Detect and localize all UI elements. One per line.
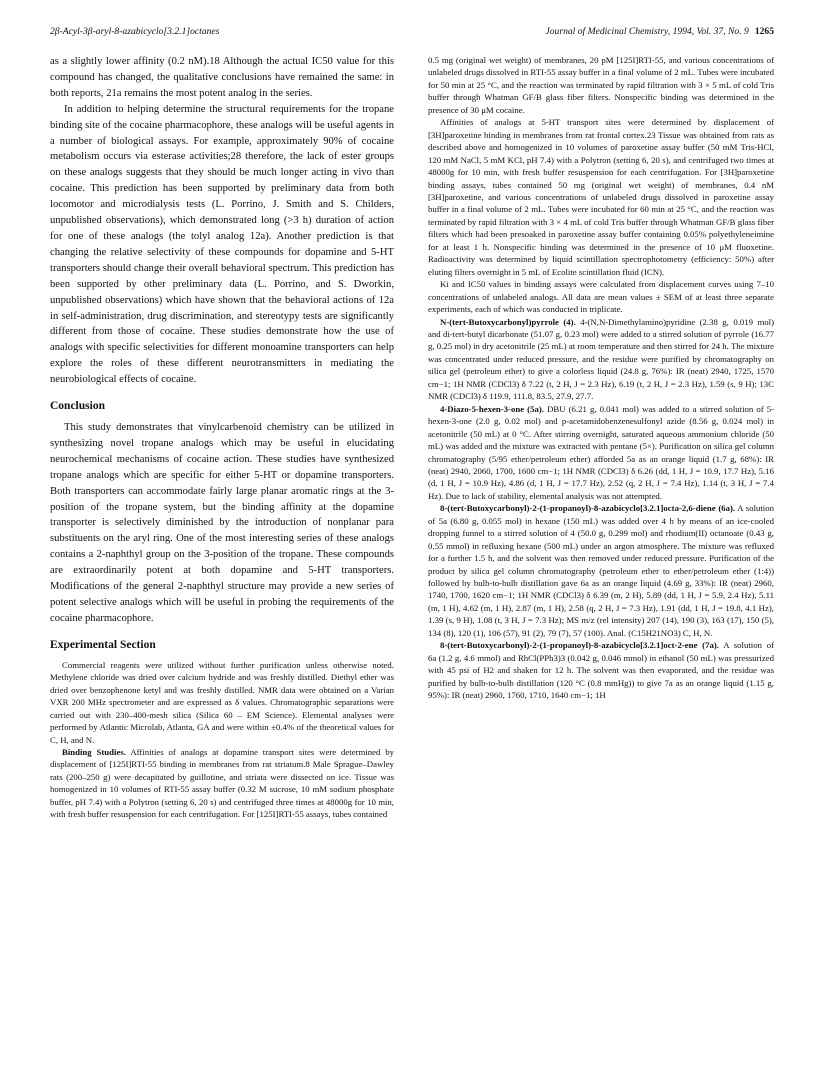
compound-6a-lead: 8-(tert-Butoxycarbonyl)-2-(1-propanoyl)-8-azabicyclo[3.2.1]octa-2,6-diene (6a). xyxy=(440,503,736,514)
conclusion-paragraph: This study demonstrates that vinylcarbenoid chemistry can be utilized in synthesizing novel tropane analogs which may be useful in elucidating neurochemical mechanisms of cocaine action. These studies have synthesized tropane analogs which are specific for either 5-HT or dopamine transporters. Both transporters can accommodate fairly large planar aromatic rings at the 3-position of the tropane system, but the binding affinity at the dopamine transporter is selectively diminished by the introduction of nonplanar para substituents on the aryl ring. One of the most interesting series of these analogs contains a 2-naphthyl group on the 3-position of the tropane. These compounds are extraordinarily potent at both dopamine and 5-HT transporters. Modifications of the general 2-naphthyl structure may provide a new series of potent selective analogs which will be useful in probing the requirements of the cocaine pharmacophore. xyxy=(50,422,394,624)
compound-5a-lead: 4-Diazo-5-hexen-3-one (5a). xyxy=(440,403,544,414)
assay-paragraph-3: Ki and IC50 values in binding assays were calculated from displacement curves using 7–10 concentrations of unlabeled analogs. All data are mean values ± SEM of at least three separate experiments, each of which was conducted in triplicate. xyxy=(428,279,774,315)
experimental-paragraph: Commercial reagents were utilized without further purification unless otherwise noted. Methylene chloride was dried over calcium hydride and was freshly distilled. Diethyl ether was dried over benzophenone ketyl and was freshly distilled. NMR data were obtained on a Varian VXR 200 MHz spectrometer and are expressed as δ values. Chromatographic separations were carried out with 230–400-mesh silica (Silica 60 – EM Science). Elemental analyses were performed by Atlantic Microlab, Atlanta, GA and were within ±0.4% of the theoretical values for C, H, and N. xyxy=(50,659,394,745)
compound-4-lead: N-(tert-Butoxycarbonyl)pyrrole (4). xyxy=(440,316,576,327)
binding-paragraph xyxy=(50,746,394,821)
compound-7a-lead: 8-(tert-Butoxycarbonyl)-2-(1-propanoyl)-8-azabicyclo[3.2.1]oct-2-ene (7a). xyxy=(440,640,719,651)
binding-text: Affinities of analogs at dopamine transport sites were determined by displacement of [125I]RTI-55 binding in membranes from rat striatum.8 Male Sprague–Dawley rats (200–250 g) were decapitated by guillotine, and striata were dissected on ice. Tissue was homogenized in 10 volumes of RTI-55 assay buffer (0.32 M sucrose, 10 mM sodium phosphate buffer, pH 7.4) with a Polytron (setting 6, 20 s) and centrifuged three times at 48000g for 10 min, with fresh buffer resuspension for each centrifugation. For [125I]RTI-55 assays, tubes contained xyxy=(50,746,394,820)
compound-7a-text: A solution of 6a (1.2 g, 4.6 mmol) and RhCl(PPh3)3 (0.042 g, 0.046 mmol) in ethanol (50 mL) was pressurized with 45 psi of H2 and shaken for 12 h. The solvent was then evaporated, and the residue was purified by bulb-to-bulb distillation (120 °C (0.8 mmHg)) to give 7a as an orange liquid (1.15 g, 95%): IR (neat) 2960, 1760, 1710, 1640 cm−1; 1H xyxy=(428,640,774,701)
experimental-heading: Experimental Section xyxy=(50,638,156,651)
compound-5a-text: DBU (6.21 g, 0.041 mol) was added to a stirred solution of 5-hexen-3-one (2.0 g, 0.02 mol) and p-acetamidobenzenesulfonyl azide (8.56 g, 0.024 mol) in acetonitrile (50 mL) at 0 °C. After stirring overnight, saturated aqueous ammonium chloride (50 mL) was added and the mixture was extracted with pentane (5×). Purification on silica gel column chromatography (5/95 ether/petroleum ether) afforded 5a as an orange liquid (1.7 g, 68%): IR (neat) 2940, 2060, 1700, 1600 cm−1; 1H NMR (CDCl3) δ 6.26 (dd, 1 H, J = 10.9, 17.7 Hz), 5.16 (d, 1 H, J = 10.9 Hz), 4.86 (d, 1 H, J = 17.7 Hz), 2.52 (q, 2 H, J = 7.4 Hz), 1.14 (t, 3 H, J = 7.4 Hz). Due to lack of stability, elemental analysis was not attempted. xyxy=(428,403,774,501)
page-number: 1265 xyxy=(754,26,774,37)
journal-citation xyxy=(545,26,774,37)
compound-4-text: 4-(N,N-Dimethylamino)pyridine (2.38 g, 0.019 mol) and di-tert-butyl dicarbonate (51.07 g, 0.23 mol) were added to a stirred solution of pyrrole (16.77 g, 0.25 mol) in dry acetonitrile (25 mL) at room temperature and then stirred for 24 h. The mixture was concentrated under reduced pressure, and the residue were purified by chromatography on silica gel (petroleum ether) to give a colorless liquid (24.8 g, 76%): IR (neat) 2940, 1725, 1570 cm−1; 1H NMR (CDCl3) δ 7.22 (t, 2 H, J = 2.3 Hz), 6.19 (t, 2 H, J = 2.3 Hz), 1.59 (s, 9 H); 13C NMR (CDCl3) δ 119.9, 111.8, 83.5, 27.9, 27.7. xyxy=(428,316,774,402)
running-header xyxy=(50,26,774,40)
intro-paragraph-2: In addition to helping determine the structural requirements for the tropane binding site of the cocaine pharmacophore, these analogs will be useful agents in a number of biological assays. For example, approximately 90% of cocaine metabolism occurs via esterase activities;28 therefore, the lack of ester groups on these analogs suggests that they should be much longer acting in vivo than cocaine. This prediction has been supported by preliminary data from both locomotor and microdialysis tests (L. Porrino, J. Smith and S. Childers, unpublished observations), which demonstrated long (>3 h) duration of action for one of these analogs (the tolyl analog 12a). Another prediction is that changing the relative selectivity of these compounds for dopamine and 5-HT transporters should change their overall behavioral spectrum. This prediction has been supported by other preliminary data (L. Porrino, and S. Dworkin, unpublished observations) which have shown that the behavioral actions of 12a in self-administration, drug discrimination, and stereotypy tests are significantly different from those of cocaine. These studies demonstrate how the use of analogs with specific selectivities for different monoamine transporters can help explore the roles of these different neurotransmitters in mediating the neurobiological effects of cocaine. xyxy=(50,103,394,386)
left-column xyxy=(50,54,394,1054)
journal-name: Journal of Medicinal Chemistry, 1994, Vol. 37, No. 9 xyxy=(545,26,749,37)
assay-paragraph-2: Affinities of analogs at 5-HT transport sites were determined by displacement of [3H]paroxetine binding in membranes from rat frontal cortex.23 Tissue was obtained from rats as described above and homogenized in 10 volumes of paroxetine assay buffer (50 mM Tris-HCl, 120 mM NaCl, 5 mM KCl, pH 7.4) with a Polytron (setting 6, 20 s), and centrifuged two times at 48000g for 10 min, with fresh buffer resuspension for each centrifugation. For [3H]paroxetine binding assays, tubes contained 50 mg (original wet weight) of membranes, 0.4 nM [3H]paroxetine, and various concentrations of unlabeled drugs dissolved in paroxetine assay buffer in a final volume of 2 mL. Tubes were incubated for 60 min at 25 °C, and the reaction was terminated by rapid filtration with 3 × 4 mL of cold Tris buffer through Whatman GF/B glass fiber filters which had been presoaked in paroxetine assay buffer containing 0.05% polyethyleneimine for at least 1 h. Nonspecific binding was determined in the presence of 10 μM fluoxetine. Radioactivity was determined by liquid scintillation spectrophotometry (efficiency: 50%) after eluting filters overnight in 5 mL of Ecolite scintillation fluid (ICN). xyxy=(428,117,774,277)
conclusion-heading: Conclusion xyxy=(50,400,105,413)
right-column xyxy=(428,54,774,1054)
synthesis-paragraph-7a xyxy=(428,639,774,701)
binding-lead: Binding Studies. xyxy=(62,746,126,757)
synthesis-paragraph-6a xyxy=(428,502,774,639)
assay-paragraph-1: 0.5 mg (original wet weight) of membranes, 20 pM [125I]RTI-55, and various concentrations of unlabeled drugs dissolved in RTI-55 assay buffer in a final volume of 2 mL. Tubes were incubated for 50 min at 25 °C, and the reaction was terminated by rapid filtration with 3 × 5 mL of cold Tris buffer through Whatman GF/B glass fiber filters. Nonspecific binding was determined in the presence of 30 μM cocaine. xyxy=(428,55,774,115)
running-title: 2β-Acyl-3β-aryl-8-azabicyclo[3.2.1]octanes xyxy=(50,26,220,37)
compound-6a-text: A solution of 5a (6.80 g, 0.055 mol) in hexane (150 mL) was added over 4 h by means of an ice-cooled dropping funnel to a stirred solution of 4 (50.0 g, 0.299 mol) and rhodium(II) octanoate (0.43 g, 0.55 mmol) in refluxing hexane (500 mL) under an argon atmosphere. The mixture was refluxed for a further 1.5 h, and the solvent was then removed under reduced pressure. Purification of the product by silica gel column chromatography (petroleum ether to ether/petroleum ether (1:4)) followed by bulb-to-bulb distillation gave 6a as an orange liquid (4.69 g, 33%): IR (neat) 2960, 1740, 1700, 1620 cm−1; 1H NMR (CDCl3) δ 6.39 (m, 2 H), 5.89 (dd, 1 H, J = 5.9, 2.4 Hz), 5.11 (m, 1 H), 4.62 (m, 1 H), 2.87 (m, 1 H), 2.58 (q, 2 H, J = 7.3 Hz), 1.91 (dd, 1 H, J = 19.8, 4.1 Hz), 1.39 (s, 9 H), 1.08 (t, 3 H, J = 7.3 Hz); MS m/z (rel intensity) 207 (14), 190 (3), 163 (17), 150 (5), 134 (8), 120 (1), 106 (57), 91 (2), 79 (7), 57 (100). Anal. (C15H21NO3) C, H, N. xyxy=(428,503,774,638)
synthesis-paragraph-5a xyxy=(428,403,774,503)
synthesis-paragraph-4 xyxy=(428,316,774,403)
intro-paragraph-1: as a slightly lower affinity (0.2 nM).18 Although the actual IC50 value for this compound has changed, the qualitative conclusions have remained the same: in both reports, 21a remains the most potent analog in the series. xyxy=(50,56,394,99)
